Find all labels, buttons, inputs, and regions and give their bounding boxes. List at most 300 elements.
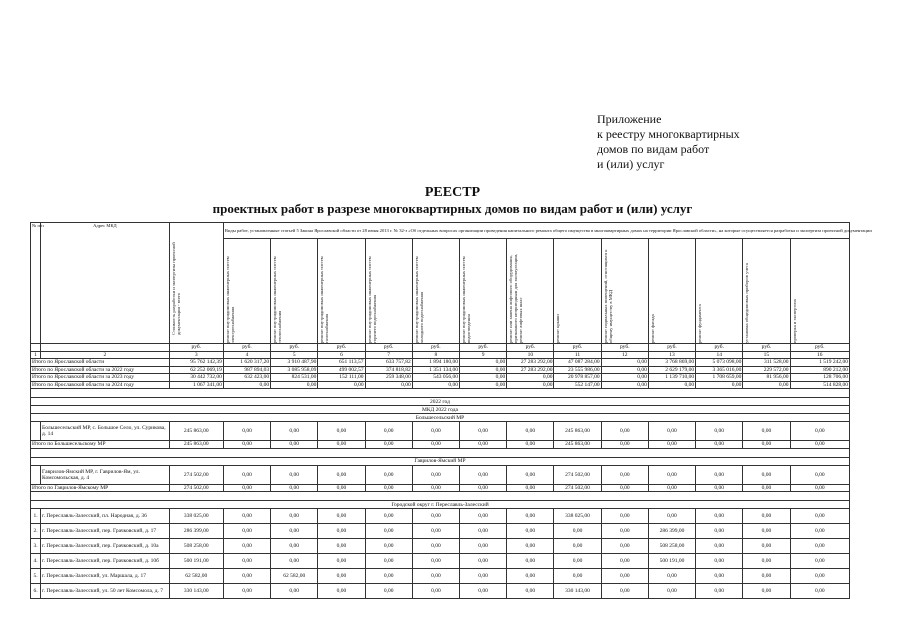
district-total-label: Итого по Большесельскому МР (31, 441, 170, 449)
value-cell: 2 629 179,00 (648, 366, 695, 374)
value-cell: 0,00 (507, 509, 554, 524)
value-cell: 0,00 (365, 381, 412, 389)
table-row (31, 554, 850, 569)
header-work-type (318, 239, 365, 344)
header-work-type (790, 239, 849, 344)
value-cell: 62 582,00 (271, 569, 318, 584)
column-number: 9 (460, 352, 507, 359)
column-number: 13 (648, 352, 695, 359)
value-cell: 3 365 016,00 (696, 366, 743, 374)
header-work-type (743, 239, 790, 344)
header-cost-text: Стоимость разработки и экспертизы проектной документации - всего (170, 242, 181, 335)
value-cell: 0,00 (648, 509, 695, 524)
value-cell: 0,00 (601, 465, 648, 484)
spacer-cell (31, 492, 850, 501)
row-address: г. Переславль-Залесский, пер. Грачковский, д. 10б (41, 554, 170, 569)
work-type-label: ремонт или замена лифтового оборудования, признанного непригодным для эксплуатации, ремонт лифтовых шахт (508, 253, 524, 343)
value-cell: 0,00 (743, 422, 790, 441)
column-number: 8 (412, 352, 459, 359)
value-cell: 0,00 (507, 381, 554, 389)
value-cell: 543 056,00 (412, 374, 459, 382)
unit-cell: руб. (412, 344, 459, 352)
value-cell: 0,00 (271, 524, 318, 539)
header-work-type (271, 239, 318, 344)
value-cell: 0,00 (318, 584, 365, 599)
value-cell: 0,00 (648, 441, 695, 449)
document-subtitle (0, 201, 905, 217)
value-cell: 0,00 (790, 422, 849, 441)
total-row (31, 374, 850, 382)
work-type-label: ремонт фундамента (697, 304, 703, 343)
unit-cell: руб. (271, 344, 318, 352)
value-cell: 152 111,00 (318, 374, 365, 382)
row-number: 6. (31, 584, 41, 599)
value-cell: 0,00 (223, 569, 270, 584)
row-number: 5. (31, 569, 41, 584)
value-cell: 0,00 (460, 465, 507, 484)
value-cell: 0,00 (790, 524, 849, 539)
value-cell: 1 351 134,00 (412, 366, 459, 374)
column-number: 3 (169, 352, 223, 359)
value-cell: 0,00 (554, 539, 601, 554)
value-cell: 128 706,00 (790, 374, 849, 382)
column-number: 14 (696, 352, 743, 359)
value-cell: 0,00 (554, 524, 601, 539)
value-cell: 514 828,00 (790, 381, 849, 389)
header-work-type (412, 239, 459, 344)
unit-cell (31, 344, 41, 352)
header-address: Адрес МКД (41, 223, 170, 344)
work-type-label: ремонт крыши (555, 314, 561, 343)
value-cell: 0,00 (223, 584, 270, 599)
value-cell: 0,00 (412, 524, 459, 539)
num-row (31, 352, 850, 359)
row-number (31, 422, 41, 441)
value-cell: 0,00 (223, 441, 270, 449)
value-cell: 0,00 (412, 484, 459, 492)
value-cell: 245 863,00 (169, 441, 223, 449)
value-cell: 259 348,00 (365, 374, 412, 382)
value-cell: 81 956,00 (743, 374, 790, 382)
value-cell: 0,00 (743, 465, 790, 484)
value-cell: 0,00 (601, 422, 648, 441)
value-cell: 338 025,00 (554, 509, 601, 524)
value-cell: 0,00 (318, 524, 365, 539)
gap-row (31, 389, 850, 398)
value-cell: 0,00 (648, 422, 695, 441)
unit-cell: руб. (743, 344, 790, 352)
header-no: № п/п (31, 223, 41, 344)
work-type-label: ремонт внутридомовых инженерных систем газоснабжения (319, 256, 330, 343)
value-cell: 0,00 (318, 465, 365, 484)
work-type-label: ремонт фасада (649, 314, 655, 343)
unit-cell: руб. (365, 344, 412, 352)
value-cell: 0,00 (648, 484, 695, 492)
value-cell: 0,00 (743, 381, 790, 389)
value-cell: 0,00 (696, 484, 743, 492)
value-cell: 0,00 (412, 569, 459, 584)
gap-row (31, 448, 850, 457)
total-row (31, 359, 850, 367)
value-cell: 0,00 (365, 584, 412, 599)
value-cell: 0,00 (743, 569, 790, 584)
unit-cell: руб. (169, 344, 223, 352)
value-cell: 0,00 (554, 569, 601, 584)
appendix-line: к реестру многоквартирных (597, 127, 740, 141)
value-cell: 0,00 (601, 381, 648, 389)
column-number: 5 (271, 352, 318, 359)
total-row (31, 381, 850, 389)
value-cell: 0,00 (460, 422, 507, 441)
value-cell: 311 528,00 (743, 359, 790, 367)
column-number: 11 (554, 352, 601, 359)
gap-row (31, 492, 850, 501)
value-cell: 0,00 (601, 509, 648, 524)
value-cell: 0,00 (223, 484, 270, 492)
value-cell: 0,00 (601, 554, 648, 569)
unit-cell: руб. (507, 344, 554, 352)
column-number: 4 (223, 352, 270, 359)
value-cell: 286 399,00 (648, 524, 695, 539)
value-cell: 0,00 (743, 484, 790, 492)
value-cell: 1 620 317,20 (223, 359, 270, 367)
value-cell: 0,00 (365, 554, 412, 569)
header-work-type (365, 239, 412, 344)
value-cell: 0,00 (318, 509, 365, 524)
value-cell: 0,00 (271, 441, 318, 449)
value-cell: 0,00 (790, 509, 849, 524)
table-row (31, 524, 850, 539)
value-cell: 0,00 (507, 554, 554, 569)
value-cell: 0,00 (696, 381, 743, 389)
value-cell: 0,00 (223, 554, 270, 569)
value-cell: 0,00 (223, 509, 270, 524)
value-cell: 0,00 (743, 554, 790, 569)
appendix-line: и (или) услуг (597, 157, 665, 171)
value-cell: 274 502,00 (169, 465, 223, 484)
value-cell: 0,00 (601, 569, 648, 584)
work-type-label: ремонт внутридомовых инженерных систем горячего водоснабжения (366, 256, 377, 343)
value-cell: 330 143,00 (554, 584, 601, 599)
value-cell: 0,00 (696, 539, 743, 554)
value-cell: 0,00 (460, 381, 507, 389)
work-type-label: ремонт внутридомовых инженерных систем теплоснабжения (272, 256, 283, 343)
value-cell: 0,00 (271, 584, 318, 599)
column-number: 7 (365, 352, 412, 359)
row-number: 2. (31, 524, 41, 539)
value-cell: 633 757,82 (365, 359, 412, 367)
total-row (31, 441, 850, 449)
value-cell: 0,00 (318, 484, 365, 492)
value-cell: 552 147,00 (554, 381, 601, 389)
row-address: Большесельский МР, с. Большое Село, ул. Сурикова, д. 14 (41, 422, 170, 441)
value-cell: 47 087 284,00 (554, 359, 601, 367)
value-cell: 0,00 (318, 554, 365, 569)
registry-table (30, 222, 872, 599)
value-cell: 0,00 (601, 366, 648, 374)
row-address: г. Переславль-Залесский, пл. Народная, д. 36 (41, 509, 170, 524)
value-cell: 0,00 (743, 584, 790, 599)
district-band: Гаврилов-Ямский МР (31, 457, 850, 465)
band-row (31, 414, 850, 422)
value-cell: 0,00 (460, 554, 507, 569)
value-cell: 0,00 (648, 569, 695, 584)
spacer-cell (31, 448, 850, 457)
header-work-group: Виды работ, установленные статьей 5 Закона Ярославской области от 28 июня 2013 г. № 32-з «Об отдельных вопросах организации проведения капитального ремонта общего имущества в многоквартирных домах на территории Ярославской области», на которые осуществляется разработка и экспертиза проектной документации (223, 223, 849, 239)
value-cell: 0,00 (648, 465, 695, 484)
unit-cell: руб. (696, 344, 743, 352)
value-cell: 0,00 (601, 484, 648, 492)
value-cell: 0,00 (223, 465, 270, 484)
value-cell: 0,00 (507, 441, 554, 449)
row-address: г. Переславль-Залесский, пер. Грачковский, д. 10а (41, 539, 170, 554)
value-cell: 0,00 (507, 484, 554, 492)
value-cell: 0,00 (790, 569, 849, 584)
value-cell: 0,00 (318, 441, 365, 449)
value-cell: 0,00 (507, 465, 554, 484)
column-number: 10 (507, 352, 554, 359)
value-cell: 0,00 (412, 441, 459, 449)
work-type-label: ремонт внутридомовых инженерных систем электроснабжения (224, 256, 235, 343)
table-row (31, 509, 850, 524)
band-row (31, 406, 850, 414)
value-cell: 0,00 (271, 422, 318, 441)
value-cell: 0,00 (790, 441, 849, 449)
column-number: 1 (31, 352, 41, 359)
value-cell: 0,00 (790, 539, 849, 554)
value-cell: 286 399,00 (169, 524, 223, 539)
band-row (31, 398, 850, 406)
header-work-type (460, 239, 507, 344)
value-cell: 229 572,00 (743, 366, 790, 374)
value-cell: 1 519 242,00 (790, 359, 849, 367)
value-cell: 508 258,00 (169, 539, 223, 554)
value-cell: 0,00 (743, 441, 790, 449)
total-label: Итого по Ярославской области (31, 359, 170, 367)
value-cell: 0,00 (554, 554, 601, 569)
work-type-label: установка общедомовых приборов учета (744, 263, 750, 343)
header-work-type (648, 239, 695, 344)
value-cell: 0,00 (507, 422, 554, 441)
total-row (31, 484, 850, 492)
column-number: 12 (601, 352, 648, 359)
value-cell: 0,00 (412, 465, 459, 484)
value-cell: 30 442 732,00 (169, 374, 223, 382)
header-cost (169, 223, 223, 344)
column-number: 15 (743, 352, 790, 359)
value-cell: 3 768 869,00 (648, 359, 695, 367)
value-cell: 0,00 (412, 381, 459, 389)
value-cell: 1 894 180,00 (412, 359, 459, 367)
value-cell: 0,00 (412, 539, 459, 554)
value-cell: 0,00 (507, 524, 554, 539)
row-number (31, 465, 41, 484)
total-label: Итого по Ярославской области за 2022 году (31, 366, 170, 374)
value-cell: 0,00 (743, 539, 790, 554)
value-cell: 0,00 (696, 422, 743, 441)
value-cell: 632 423,00 (223, 374, 270, 382)
value-cell: 0,00 (271, 465, 318, 484)
value-cell: 0,00 (365, 484, 412, 492)
unit-cell: руб. (554, 344, 601, 352)
appendix-note (597, 112, 740, 172)
value-cell: 0,00 (460, 484, 507, 492)
value-cell: 245 863,00 (169, 422, 223, 441)
value-cell: 651 113,57 (318, 359, 365, 367)
value-cell: 0,00 (460, 441, 507, 449)
column-number: 6 (318, 352, 365, 359)
column-number: 2 (41, 352, 170, 359)
value-cell: 0,00 (507, 539, 554, 554)
spacer-cell (31, 389, 850, 398)
value-cell: 0,00 (365, 569, 412, 584)
value-cell: 0,00 (460, 539, 507, 554)
value-cell: 0,00 (365, 422, 412, 441)
value-cell: 62 252 069,19 (169, 366, 223, 374)
value-cell: 508 258,00 (648, 539, 695, 554)
unit-cell: руб. (318, 344, 365, 352)
value-cell: 0,00 (790, 484, 849, 492)
row-address: г. Переславль-Залесский, ул. Маршала, д. 17 (41, 569, 170, 584)
unit-row (31, 344, 850, 352)
mkd-band: МКД 2022 года (31, 406, 850, 414)
value-cell: 0,00 (412, 422, 459, 441)
value-cell: 500 191,00 (648, 554, 695, 569)
value-cell: 274 502,00 (169, 484, 223, 492)
value-cell: 274 502,00 (554, 484, 601, 492)
value-cell: 27 283 292,00 (507, 359, 554, 367)
value-cell: 0,00 (648, 381, 695, 389)
value-cell: 0,00 (790, 584, 849, 599)
value-cell: 274 502,00 (554, 465, 601, 484)
column-number: 16 (790, 352, 849, 359)
unit-cell: руб. (648, 344, 695, 352)
value-cell: 3 910 487,90 (271, 359, 318, 367)
value-cell: 0,00 (507, 374, 554, 382)
value-cell: 499 002,57 (318, 366, 365, 374)
value-cell: 0,00 (601, 441, 648, 449)
table-row (31, 569, 850, 584)
value-cell: 0,00 (601, 524, 648, 539)
row-number: 3. (31, 539, 41, 554)
value-cell: 500 191,00 (169, 554, 223, 569)
value-cell: 0,00 (460, 374, 507, 382)
appendix-line: Приложение (597, 112, 662, 126)
value-cell: 0,00 (696, 524, 743, 539)
value-cell: 0,00 (790, 465, 849, 484)
value-cell: 0,00 (696, 554, 743, 569)
district-band: Большесельский МР (31, 414, 850, 422)
value-cell: 0,00 (743, 509, 790, 524)
value-cell: 245 863,00 (554, 441, 601, 449)
value-cell: 0,00 (696, 441, 743, 449)
value-cell: 0,00 (365, 539, 412, 554)
table-row (31, 422, 850, 441)
value-cell: 0,00 (601, 359, 648, 367)
value-cell: 1 139 710,00 (648, 374, 695, 382)
band-row (31, 501, 850, 509)
value-cell: 0,00 (743, 524, 790, 539)
value-cell: 824 531,00 (271, 374, 318, 382)
registry-body (31, 223, 872, 599)
value-cell: 0,00 (601, 539, 648, 554)
value-cell: 0,00 (318, 569, 365, 584)
table-row (31, 584, 850, 599)
appendix-line: домов по видам работ (597, 142, 710, 156)
title-line-2: проектных работ в разрезе многоквартирных домов по видам работ и (или) услуг (212, 201, 693, 216)
value-cell: 0,00 (271, 381, 318, 389)
total-label: Итого по Ярославской области за 2024 году (31, 381, 170, 389)
unit-cell: руб. (601, 344, 648, 352)
value-cell: 330 143,00 (169, 584, 223, 599)
header-work-type (507, 239, 554, 344)
value-cell: 0,00 (696, 509, 743, 524)
row-address: г. Переславль-Залесский, ул. 50 лет Комсомола, д. 7 (41, 584, 170, 599)
value-cell: 0,00 (223, 422, 270, 441)
value-cell: 0,00 (318, 539, 365, 554)
value-cell: 0,00 (412, 584, 459, 599)
value-cell: 0,00 (507, 584, 554, 599)
unit-cell: руб. (223, 344, 270, 352)
header-work-type (554, 239, 601, 344)
value-cell: 0,00 (412, 509, 459, 524)
band-row (31, 457, 850, 465)
district-band: Городской округ г. Переславль-Залесский (31, 501, 850, 509)
value-cell: 0,00 (601, 374, 648, 382)
value-cell: 0,00 (460, 584, 507, 599)
value-cell: 1 067 341,00 (169, 381, 223, 389)
total-label: Итого по Ярославской области за 2023 году (31, 374, 170, 382)
year-band: 2022 год (31, 398, 850, 406)
value-cell: 0,00 (365, 465, 412, 484)
row-address: г. Переславль-Залесский, пер. Грачковский, д. 17 (41, 524, 170, 539)
value-cell: 0,00 (460, 524, 507, 539)
value-cell: 0,00 (696, 465, 743, 484)
value-cell: 0,00 (460, 569, 507, 584)
unit-cell: руб. (790, 344, 849, 352)
value-cell: 987 894,03 (223, 366, 270, 374)
document-title (0, 185, 905, 201)
value-cell: 0,00 (271, 509, 318, 524)
value-cell: 23 555 986,00 (554, 366, 601, 374)
value-cell: 0,00 (412, 554, 459, 569)
row-address: Гаврилов-Ямский МР, г. Гаврилов-Ям, ул. Комсомольская, д. 4 (41, 465, 170, 484)
header-work-type (696, 239, 743, 344)
value-cell: 0,00 (223, 381, 270, 389)
value-cell: 374 818,82 (365, 366, 412, 374)
value-cell: 338 025,00 (169, 509, 223, 524)
value-cell: 0,00 (223, 539, 270, 554)
value-cell: 0,00 (365, 524, 412, 539)
value-cell: 5 073 098,00 (696, 359, 743, 367)
table-row (31, 539, 850, 554)
work-type-label: проверка и экспертиза (791, 299, 797, 343)
value-cell: 0,00 (601, 584, 648, 599)
value-cell: 0,00 (271, 539, 318, 554)
header-work-type (223, 239, 270, 344)
title-line-1: РЕЕСТР (424, 185, 481, 200)
work-type-label: ремонт внутридомовых инженерных систем водоотведения (461, 256, 471, 343)
value-cell: 0,00 (318, 422, 365, 441)
value-cell: 0,00 (648, 584, 695, 599)
value-cell: 27 283 292,00 (507, 366, 554, 374)
value-cell: 95 762 142,39 (169, 359, 223, 367)
table-row (31, 465, 850, 484)
value-cell: 0,00 (460, 366, 507, 374)
header-work-type (601, 239, 648, 344)
value-cell: 890 212,00 (790, 366, 849, 374)
value-cell: 62 582,00 (169, 569, 223, 584)
